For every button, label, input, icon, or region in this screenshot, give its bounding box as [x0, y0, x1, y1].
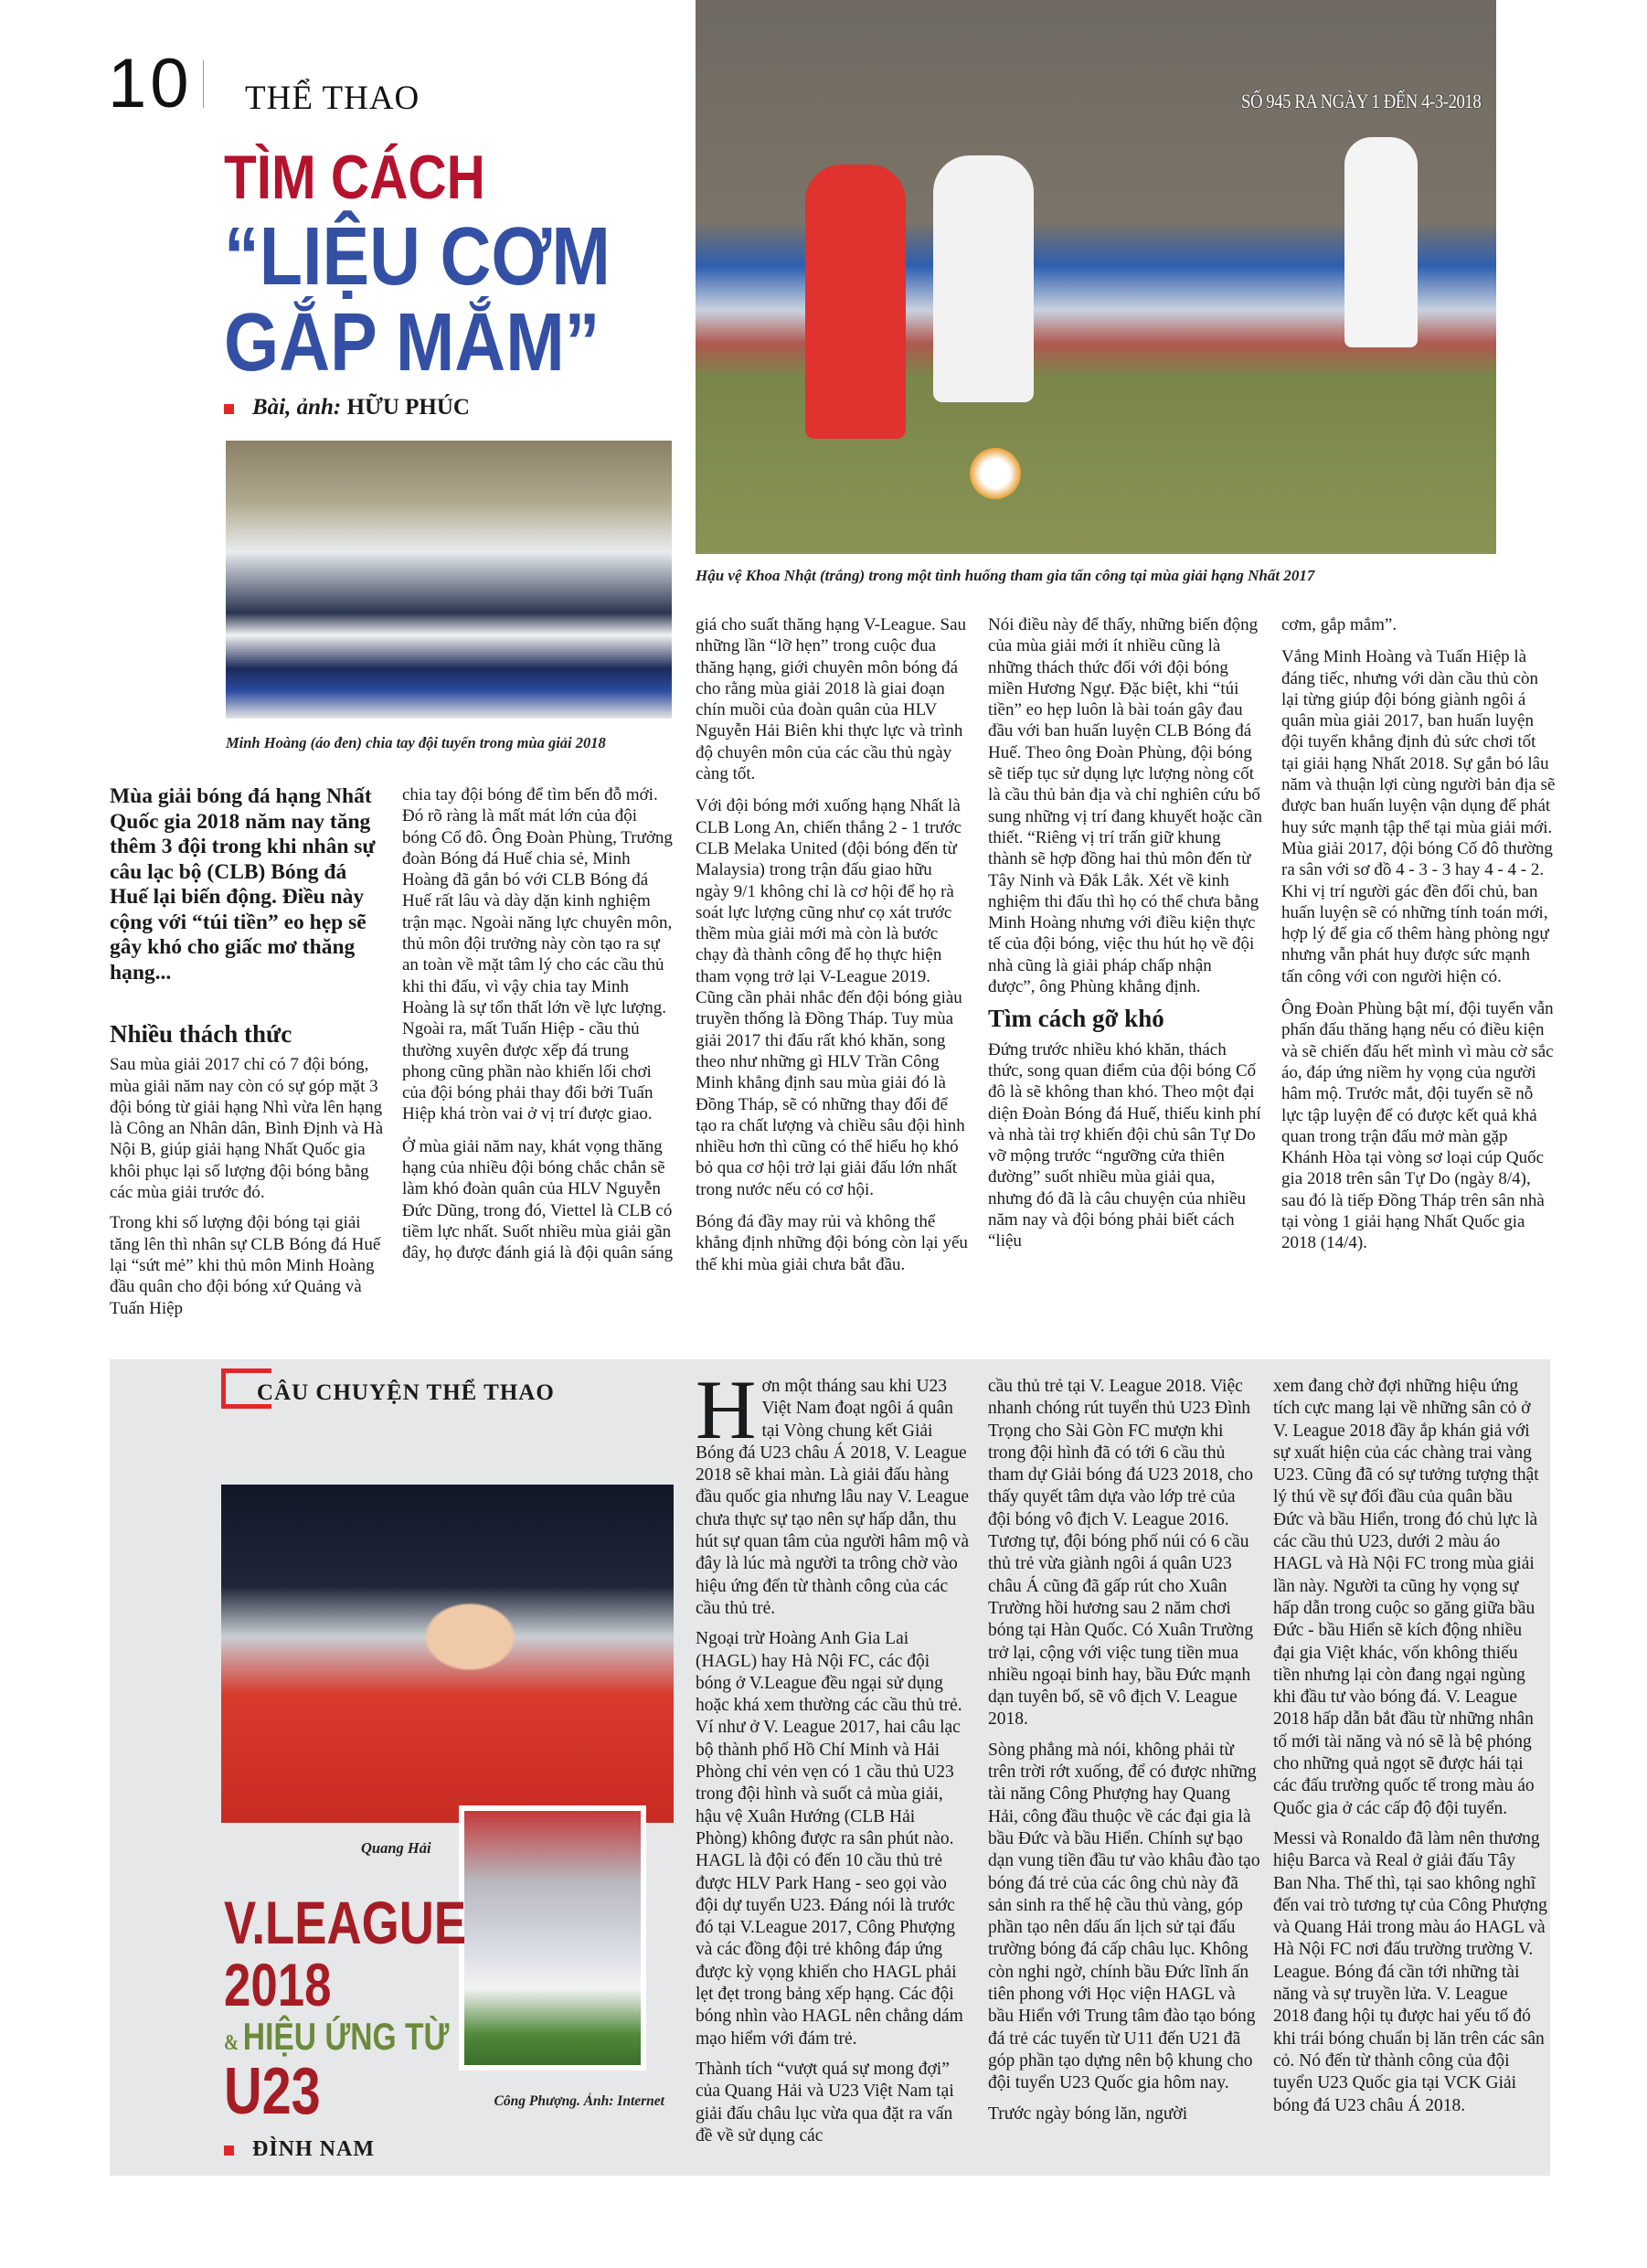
paragraph: Bóng đá đầy may rủi và không thể khẳng định những đội bóng còn lại yếu thế khi mùa giải chưa bắt đầu. — [696, 1212, 968, 1274]
story-column-3 — [1273, 1376, 1547, 2125]
photo-player-red — [805, 165, 906, 439]
headline-line-2: “LIỆU CƠM — [224, 211, 611, 303]
main-photo-football-match — [696, 0, 1496, 554]
photo-football — [970, 448, 1021, 499]
paragraph-text: ơn một tháng sau khi U23 Việt Nam đoạt ngôi á quân tại Vòng chung kết Giải Bóng đá U23 châu Á 2018, V. League 2018 sẽ khai màn. Là giải đấu hàng đầu quốc gia nhưng lâu nay V. League chưa thực sự tạo nên sự hấp dẫn, thu hút sự quan tâm của người hâm mộ và đây là lúc mà người ta trông chờ vào hiệu ứng đến từ thành công của các cầu thủ trẻ. — [696, 1377, 970, 1618]
paragraph: Ở mùa giải năm nay, khát vọng thăng hạng của nhiều đội bóng chắc chắn sẽ làm khó đoàn quân của HLV Nguyễn Đức Dũng, trong đó, Viettel là CLB có tiềm lực nhất. Suốt nhiều mùa giải gần đây, họ được đánh giá là đội quân sáng — [402, 1136, 674, 1263]
story-headline-line-1: V.LEAGUE — [224, 1889, 467, 1956]
story-column-2 — [988, 1376, 1262, 2134]
paragraph: Trong khi số lượng đội bóng tại giải tăng lên thì nhân sự CLB Bóng đá Huế lại “sứt mẻ” khi thủ môn Minh Hoàng đầu quân cho đội bóng xứ Quảng và Tuấn Hiệp — [110, 1213, 381, 1318]
page-number: 10 — [108, 45, 193, 122]
paragraph: Sòng phẳng mà nói, không phải từ trên trời rớt xuống, để có được những tài năng Công Phượng hay Quang Hải, công đầu thuộc về các đại gia là bầu Đức và bầu Hiển. Chính sự bạo dạn vung tiền đầu tư vào khâu đào tạo bóng đá trẻ của các ông chủ này đã sản sinh ra thế hệ cầu thủ vàng, góp phần tạo nên dấu ấn lịch sử tại đấu trường bóng đá cấp châu lục. Không còn nghi ngờ, chính bầu Đức lĩnh ấn tiên phong với Học viện HAGL và bầu Hiển với Trung tâm đào tạo bóng đá trẻ các tuyến từ U11 đến U21 đã góp phần tạo dựng nên bộ khung cho đội tuyển U23 Quốc gia hôm nay. — [988, 1740, 1260, 2093]
byline-author: HỮU PHÚC — [346, 395, 470, 420]
paragraph: giá cho suất thăng hạng V-League. Sau những lần “lỡ hẹn” trong cuộc đua thăng hạng, giới chuyên môn bóng đá cho rằng mùa giải 2018 là giai đoạn chín muồi của đoàn quân của HLV Nguyễn Hải Biên khi thực lực và trình độ chuyên môn của các cầu thủ ngày càng tốt. — [696, 615, 967, 784]
paragraph: Sau mùa giải 2017 chỉ có 7 đội bóng, mùa giải năm nay còn có sự góp mặt 3 đội bóng từ giải hạng Nhì vừa lên hạng là Công an Nhân dân, Bình Định và Hà Nội B, giúp giải hạng Nhất Quốc gia khôi phục lại số lượng đội bóng bằng các mùa giải trước đó. — [110, 1055, 384, 1203]
paragraph: cầu thủ trẻ tại V. League 2018. Việc nhanh chóng rút tuyển thủ U23 Đình Trọng cho Sài Gòn FC mượn khi trong đội hình đã có tới 6 cầu thủ tham dự Giải bóng đá U23 2018, cho thấy quyết tâm dựa vào lớp trẻ của đội bóng vô địch V. League 2016. Tương tự, đội bóng phố núi có 6 cầu thủ trẻ vừa giành ngôi á quân U23 châu Á cũng đã gấp rút cho Xuân Trường hồi hương sau 2 năm chơi bóng tại Hàn Quốc. Có Xuân Trường trở lại, cộng với việc tung tiền mua nhiều ngoại binh hay, bầu Đức mạnh dạn tuyên bố, sẽ vô địch V. League 2018. — [988, 1377, 1254, 1730]
headline-line-1: TÌM CÁCH — [224, 143, 485, 212]
story-headline-line-3-text: HIỆU ỨNG TỪ — [242, 2015, 450, 2058]
paragraph — [696, 1363, 970, 1620]
header-divider — [203, 60, 204, 108]
paragraph: Thành tích “vượt quá sự mong đợi” của Quang Hải và U23 Việt Nam tại giải đấu châu lục vừa qua đặt ra vấn đề về sử dụng các — [696, 2059, 954, 2146]
story-headline-line-4: U23 — [224, 2055, 321, 2128]
article-lead: Mùa giải bóng đá hạng Nhất Quốc gia 2018 năm nay tăng thêm 3 đội trong khi nhân sự câu lạc bộ (CLB) Bóng đá Huế lại biến động. Điều này cộng với “túi tiền” eo hẹp sẽ gây khó cho giấc mơ thăng hạng... — [110, 784, 376, 985]
section-title: THỂ THAO — [245, 80, 420, 117]
paragraph: Đứng trước nhiều khó khăn, thách thức, song quan điểm của đội bóng Cố đô là sẽ không than khó. Theo một đại diện Đoàn Bóng đá Huế, thiếu kinh phí và nhà tài trợ khiến đội chủ sân Tự Do vỡ mộng trước “ngưỡng cửa thiên đường” suốt nhiều mùa giải qua, nhưng đó đã là câu chuyện của nhiều năm nay và đội bóng phải biết cách “liệu — [988, 1039, 1261, 1251]
cong-phuong-caption: Công Phượng. Ảnh: Internet — [494, 2093, 664, 2109]
subheading: Tìm cách gỡ khó — [988, 1005, 1164, 1033]
subheading: Nhiều thách thức — [110, 1020, 292, 1048]
article-column-4 — [988, 614, 1262, 1263]
paragraph: Với đội bóng mới xuống hạng Nhất là CLB Long An, chiến thắng 2 - 1 trước CLB Melaka United (đội bóng đến từ Malaysia) trong trận đấu giao hữu ngày 9/1 không chỉ là cơ hội để họ rà soát lực lượng cũng như cọ xát trước thềm mùa giải mới mà còn là bước chạy đà thành công để họ thực hiện tham vọng trở lại V-League 2019. Cũng cần phải nhắc đến đội bóng giàu truyền thống là Đồng Tháp. Tuy mùa giải 2017 thi đấu rất khó khăn, song theo như những gì HLV Trần Công Minh khẳng định sau mùa giải đó là Đồng Tháp, sẽ có những thay đổi để tạo ra chất lượng và chiều sâu đội hình nhiều hơn thì cũng có thể hiểu họ khó bỏ qua cơ hội trở lại giải đấu lớn nhất trong nước nếu có cơ hội. — [696, 796, 965, 1199]
drop-cap: H — [696, 1363, 757, 1456]
story-author — [224, 2137, 375, 2162]
byline — [224, 395, 470, 421]
bullet-square-icon — [224, 404, 234, 414]
paragraph: Messi và Ronaldo đã làm nên thương hiệu Barca và Real ở giải đấu Tây Ban Nha. Thế thì, tại sao không nghĩ đến vai trò tương tự của Công Phượng và Quang Hải trong màu áo HAGL và Hà Nội FC nơi đấu trường trường V. League. Bóng đá cần tới những tài năng và sự truyền lửa. V. League 2018 đang hội tụ được hai yếu tố đó khi trái bóng chuẩn bị lăn trên các sân cỏ. Nó đến từ thành công của đội tuyển U23 Quốc gia tại VCK Giải bóng đá U23 châu Á 2018. — [1273, 1828, 1547, 2115]
cong-phuong-photo-image — [464, 1811, 641, 2065]
article-column-2 — [402, 784, 675, 1275]
ampersand: & — [224, 2031, 239, 2055]
story-section-label: CÂU CHUYỆN THỂ THAO — [257, 1380, 555, 1405]
photo-player-white-background — [1344, 137, 1418, 347]
byline-label: Bài, ảnh: — [252, 395, 342, 420]
quang-hai-caption: Quang Hải — [361, 1839, 431, 1857]
paragraph: Nói điều này để thấy, những biến động của mùa giải mới ít nhiều cũng là những thách thức đối với đội bóng miền Hương Ngự. Đặc biệt, khi “túi tiền” eo hẹp luôn là bài toán gây đau đầu với ban huấn luyện CLB Bóng đá Huế. Theo ông Đoàn Phùng, đội bóng sẽ tiếp tục sử dụng lực lượng nòng cốt là cầu thủ bản địa và chỉ nghiên cứu bổ sung những vị trí đang khuyết hoặc cần thiết. “Riêng vị trí trấn giữ khung thành sẽ hợp đồng hai thủ môn đến từ Tây Ninh và Đắk Lắk. Xét về kinh nghiệm thi đấu thì họ có thể chưa bằng Minh Hoàng nhưng với điều kiện thực tế của đội bóng, việc thu hút họ về đội nhà cũng là giải pháp chấp nhận được”, ông Phùng khẳng định. — [988, 615, 1262, 997]
main-photo-caption: Hậu vệ Khoa Nhật (trắng) trong một tình huống tham gia tấn công tại mùa giải hạng Nhất 2017 — [696, 567, 1315, 584]
team-photo-caption: Minh Hoàng (áo đen) chia tay đội tuyển trong mùa giải 2018 — [226, 734, 606, 751]
headline-line-3: GẮP MẮM” — [224, 297, 600, 389]
quang-hai-photo — [221, 1485, 674, 1823]
paragraph: Ông Đoàn Phùng bật mí, đội tuyển vẫn phấn đấu thăng hạng nếu có điều kiện và sẽ chiến đấu hết mình vì màu cờ sắc áo, đáp ứng niềm hy vọng của người hâm mộ. Trước mắt, đội tuyển sẽ nỗ lực tập luyện để có được kết quả khả quan trong trận đấu mở màn gặp Khánh Hòa tại vòng sơ loại cúp Quốc gia 2018 trên sân Tự Do (ngày 8/4), sau đó là tiếp Đồng Tháp trên sân nhà tại vòng 1 giải hạng Nhất Quốc gia 2018 (14/4). — [1281, 999, 1554, 1253]
paragraph: Vắng Minh Hoàng và Tuấn Hiệp là đáng tiếc, nhưng với dàn cầu thủ còn lại từng giúp đội bóng giành ngôi á quân mùa giải 2017, ban huấn luyện đội tuyển khẳng định đủ sức chơi tốt tại giải hạng Nhất 2018. Sự gắn bó lâu năm và thuận lợi cùng người bản địa sẽ được ban huấn luyện vận dụng để phát huy sức mạnh tập thể tại mùa giải mới. Mùa giải 2017, đội bóng Cố đô thường ra sân với sơ đồ 4 - 3 - 3 hay 4 - 4 - 2. Khi vị trí người gác đền đổi chủ, ban huấn luyện sẽ có những tính toán mới, hợp lý để gia cố thêm hàng phòng ngự nhưng vẫn phát huy được sức mạnh tấn công với con người hiện có. — [1281, 647, 1556, 986]
team-photo — [226, 441, 672, 719]
story-author-name: ĐÌNH NAM — [252, 2137, 375, 2161]
paragraph: Ngoại trừ Hoàng Anh Gia Lai (HAGL) hay Hà Nội FC, các đội bóng ở V.League đều ngại sử dụng hoặc khá xem thường các cầu thủ trẻ. Ví như ở V. League 2017, hai câu lạc bộ thành phố Hồ Chí Minh và Hải Phòng chỉ vẻn vẹn có 1 cầu thủ U23 trong đội hình và suốt cả mùa giải, hậu vệ Xuân Hướng (CLB Hải Phòng) không được ra sân phút nào. HAGL là đội có đến 10 cầu thủ trẻ được HLV Park Hang - seo gọi vào đội dự tuyển U23. Đáng nói là trước đó tại V.League 2017, Công Phượng và các đồng đội trẻ không đáp ứng được kỳ vọng khiến cho HAGL phải lẹt đẹt trong bảng xếp hạng. Các đội bóng nhìn vào HAGL nên chẳng dám mạo hiểm với đám trẻ. — [696, 1629, 963, 2049]
article-column-1 — [110, 1020, 384, 1328]
bullet-square-icon — [224, 2146, 234, 2156]
cong-phuong-photo — [459, 1805, 646, 2071]
story-column-1 — [696, 1363, 970, 2156]
story-headline-line-2: 2018 — [224, 1951, 332, 2018]
article-column-3 — [696, 614, 970, 1286]
paragraph: chia tay đội bóng để tìm bến đỗ mới. Đó rõ ràng là mất mát lớn của đội bóng Cố đô. Ông Đoàn Phùng, Trưởng đoàn Bóng đá Huế chia sẻ, Minh Hoàng đã gắn bó với CLB Bóng đá Huế rất lâu và dày dặn kinh nghiệm trận mạc. Ngoài năng lực chuyên môn, thủ môn đội trưởng này còn tạo ra sự an toàn về mặt tâm lý cho các cầu thủ khi thi đấu, vì vậy chia tay Minh Hoàng là sự tổn thất lớn về lực lượng. Ngoài ra, mất Tuấn Hiệp - cầu thủ thường xuyên được xếp đá trung phong cũng phần nào khiến lối chơi của đội bóng phải thay đổi bởi Tuấn Hiệp khá tròn vai ở vị trí được giao. — [402, 785, 673, 1124]
paragraph: Trước ngày bóng lăn, người — [988, 2103, 1188, 2124]
paragraph: xem đang chờ đợi những hiệu ứng tích cực mang lại về những sân cỏ ở V. League 2018 đầy ắp khán giả với sự xuất hiện của các chàng trai vàng U23. Cũng đã có sự tưởng tượng thật lý thú về sự đối đầu của quân bầu Đức và bầu Hiển, trong đó chủ lực là các cầu thủ U23, dưới 2 màu áo HAGL và Hà Nội FC trong mùa giải lần này. Người ta cũng hy vọng sự hấp dẫn trong cuộc so găng giữa bầu Đức - bầu Hiển sẽ kích động nhiều đại gia Việt khác, vốn không thiếu tiền nhưng lại còn đang ngại ngùng khi đầu tư vào bóng đá. V. League 2018 hấp dẫn bắt đầu từ những nhân tố mới tài năng và nó sẽ là bệ phóng cho những quả ngọt sẽ được hái tại các đấu trường quốc tế trong màu áo Quốc gia ở các cấp độ đội tuyển. — [1273, 1377, 1539, 1818]
paragraph: cơm, gắp mắm”. — [1281, 615, 1397, 634]
issue-info: SỐ 945 RA NGÀY 1 ĐẾN 4-3-2018 — [1241, 90, 1482, 112]
article-column-5 — [1281, 614, 1556, 1265]
photo-player-white — [933, 155, 1034, 402]
